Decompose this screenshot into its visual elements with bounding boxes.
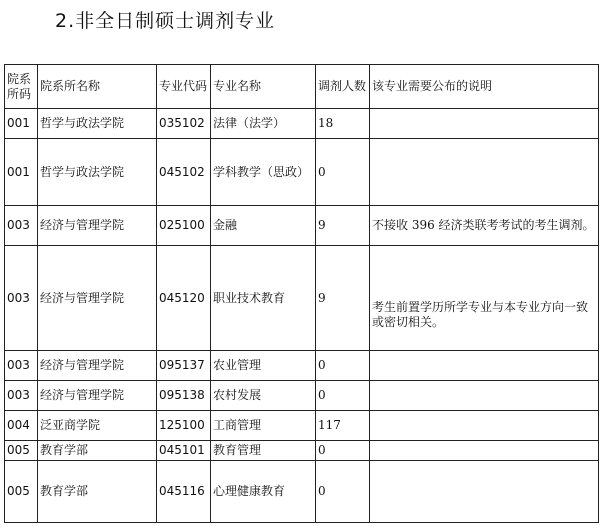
table-row bbox=[5, 381, 599, 411]
header-count: 调剂人数 bbox=[316, 65, 370, 109]
table-row bbox=[5, 206, 599, 246]
note-cell: 考生前置学历所学专业与本专业方向一致或密切相关。 bbox=[370, 246, 599, 351]
note-cell bbox=[370, 351, 599, 381]
major-name-cell: 农村发展 bbox=[211, 381, 316, 411]
table-row bbox=[5, 139, 599, 206]
adjustment-table bbox=[4, 64, 599, 523]
major-name-cell: 教育管理 bbox=[211, 441, 316, 461]
dept-name-cell: 教育学部 bbox=[38, 461, 157, 523]
count-cell: 0 bbox=[316, 351, 370, 381]
table-row bbox=[5, 246, 599, 351]
header-major-code: 专业代码 bbox=[157, 65, 211, 109]
note-cell bbox=[370, 441, 599, 461]
table-row bbox=[5, 411, 599, 441]
dept-code-cell: 003 bbox=[5, 351, 38, 381]
major-code-cell: 035102 bbox=[157, 109, 211, 139]
major-code-cell: 045102 bbox=[157, 139, 211, 206]
dept-code-cell: 005 bbox=[5, 461, 38, 523]
dept-code-cell: 001 bbox=[5, 109, 38, 139]
major-name-cell: 心理健康教育 bbox=[211, 461, 316, 523]
note-cell: 不接收 396 经济类联考考试的考生调剂。 bbox=[370, 206, 599, 246]
major-code-cell: 045116 bbox=[157, 461, 211, 523]
dept-name-cell: 哲学与政法学院 bbox=[38, 109, 157, 139]
major-name-cell: 工商管理 bbox=[211, 411, 316, 441]
count-cell: 0 bbox=[316, 381, 370, 411]
dept-name-cell: 哲学与政法学院 bbox=[38, 139, 157, 206]
major-name-cell: 学科教学（思政） bbox=[211, 139, 316, 206]
header-major-name: 专业名称 bbox=[211, 65, 316, 109]
major-name-cell: 法律（法学） bbox=[211, 109, 316, 139]
count-cell: 9 bbox=[316, 246, 370, 351]
table-row bbox=[5, 441, 599, 461]
header-note: 该专业需要公布的说明 bbox=[370, 65, 599, 109]
count-cell: 9 bbox=[316, 206, 370, 246]
note-cell bbox=[370, 461, 599, 523]
count-cell: 0 bbox=[316, 461, 370, 523]
count-cell: 0 bbox=[316, 139, 370, 206]
header-dept-name: 院系所名称 bbox=[38, 65, 157, 109]
table-row bbox=[5, 461, 599, 523]
dept-code-cell: 005 bbox=[5, 441, 38, 461]
dept-code-cell: 001 bbox=[5, 139, 38, 206]
count-cell: 117 bbox=[316, 411, 370, 441]
table-header-row bbox=[5, 65, 599, 109]
dept-name-cell: 经济与管理学院 bbox=[38, 351, 157, 381]
table-row bbox=[5, 351, 599, 381]
dept-name-cell: 教育学部 bbox=[38, 441, 157, 461]
dept-name-cell: 泛亚商学院 bbox=[38, 411, 157, 441]
section-heading: 2.非全日制硕士调剂专业 bbox=[55, 10, 276, 32]
dept-code-cell: 004 bbox=[5, 411, 38, 441]
major-code-cell: 095138 bbox=[157, 381, 211, 411]
major-code-cell: 045120 bbox=[157, 246, 211, 351]
major-code-cell: 025100 bbox=[157, 206, 211, 246]
note-cell bbox=[370, 109, 599, 139]
dept-name-cell: 经济与管理学院 bbox=[38, 381, 157, 411]
major-code-cell: 125100 bbox=[157, 411, 211, 441]
note-cell bbox=[370, 411, 599, 441]
major-name-cell: 金融 bbox=[211, 206, 316, 246]
major-code-cell: 095137 bbox=[157, 351, 211, 381]
note-cell bbox=[370, 139, 599, 206]
table-row bbox=[5, 109, 599, 139]
dept-name-cell: 经济与管理学院 bbox=[38, 246, 157, 351]
major-name-cell: 农业管理 bbox=[211, 351, 316, 381]
major-code-cell: 045101 bbox=[157, 441, 211, 461]
note-cell bbox=[370, 381, 599, 411]
dept-code-cell: 003 bbox=[5, 206, 38, 246]
dept-name-cell: 经济与管理学院 bbox=[38, 206, 157, 246]
dept-code-cell: 003 bbox=[5, 381, 38, 411]
count-cell: 18 bbox=[316, 109, 370, 139]
major-name-cell: 职业技术教育 bbox=[211, 246, 316, 351]
dept-code-cell: 003 bbox=[5, 246, 38, 351]
count-cell: 0 bbox=[316, 441, 370, 461]
header-dept-code: 院系所码 bbox=[5, 65, 38, 109]
